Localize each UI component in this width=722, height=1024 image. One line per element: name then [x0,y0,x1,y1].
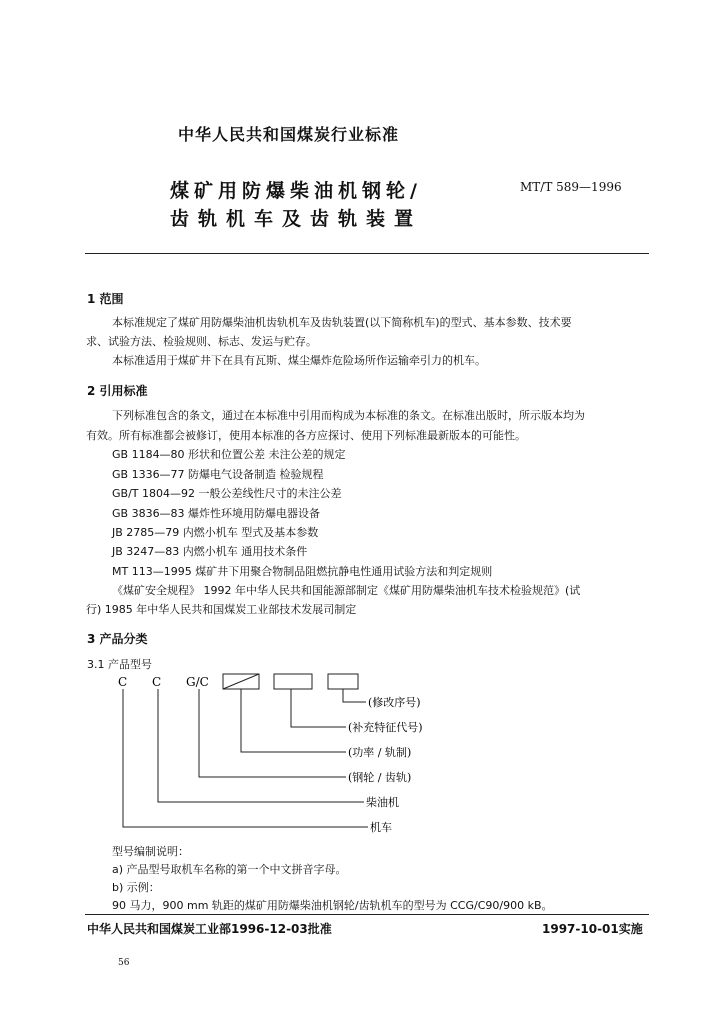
code-box-revision [328,674,358,689]
label-supplement-code: (补充特征代号) [348,721,423,734]
leader-gear [199,689,346,777]
label-power-gauge: (功率 / 轨制) [348,746,412,759]
code-letter-c1: C [118,675,128,689]
document-title-line2: 齿轨机车及齿轨装置 [170,208,423,230]
label-wheel-rack: (钢轮 / 齿轨) [348,771,412,784]
code-box-feature [274,674,312,689]
leader-revision [343,689,366,702]
reference-item: GB 1336—77 防爆电气设备制造 检验规程 [112,468,324,481]
leader-power [241,689,346,752]
model-explanation-a: a) 产品型号取机车名称的第一个中文拼音字母。 [112,863,347,876]
page-number: 56 [118,958,130,968]
reference-item: JB 2785—79 内燃小机车 型式及基本参数 [112,526,319,539]
section-1-para1-line2: 求、试验方法、检验规则、标志、发运与贮存。 [86,335,317,348]
model-explanation-title: 型号编制说明： [112,845,189,858]
leader-diesel [158,689,364,802]
reference-item: 《煤矿安全规程》 1992 年中华人民共和国能源部制定《煤矿用防爆柴油机车技术检验规范》(试 [112,584,581,597]
section-3-1-heading: 3.1 产品型号 [87,658,152,671]
reference-item: GB/T 1804—92 一般公差线性尺寸的未注公差 [112,487,342,500]
label-revision-number: (修改序号) [368,696,421,709]
approval-statement: 中华人民共和国煤炭工业部1996-12-03批准 [87,922,332,936]
code-letter-gc: G/C [186,675,209,689]
reference-item: GB 1184—80 形状和位置公差 未注公差的规定 [112,448,346,461]
code-letter-c2: C [152,675,162,689]
model-example: 90 马力，900 mm 轨距的煤矿用防爆柴油机钢轮/齿轨机车的型号为 CCG/C90/900 kB。 [112,899,553,912]
footer-rule [85,914,649,915]
section-1-para1-line1: 本标准规定了煤矿用防爆柴油机齿轨机车及齿轨装置(以下简称机车)的型式、基本参数、技术要 [112,316,572,329]
implementation-date: 1997-10-01实施 [542,922,643,936]
label-diesel-engine: 柴油机 [366,796,399,809]
standard-number: MT/T 589—1996 [520,180,622,194]
section-2-intro-line2: 有效。所有标准都会被修订，使用本标准的各方应探讨、使用下列标准最新版本的可能性。 [86,429,526,442]
section-2-intro-line1: 下列标准包含的条文，通过在本标准中引用而构成为本标准的条文。在标准出版时，所示版本均为 [112,409,585,422]
label-locomotive: 机车 [370,821,392,834]
document-title-line1: 煤矿用防爆柴油机钢轮/ [170,180,422,202]
section-3-heading: 3 产品分类 [87,632,148,646]
reference-item: JB 3247—83 内燃小机车 通用技术条件 [112,545,308,558]
section-1-heading: 1 范围 [87,292,124,306]
issuing-body-title: 中华人民共和国煤炭行业标准 [178,125,400,144]
leader-feature [291,689,346,727]
section-1-para2: 本标准适用于煤矿井下在具有瓦斯、煤尘爆炸危险场所作运输牵引力的机车。 [112,354,486,367]
leader-loco [123,689,368,827]
section-2-heading: 2 引用标准 [87,384,148,398]
reference-item: MT 113—1995 煤矿井下用聚合物制品阻燃抗静电性通用试验方法和判定规则 [112,565,493,578]
reference-item: GB 3836—83 爆炸性环境用防爆电器设备 [112,507,321,520]
reference-item-continuation: 行) 1985 年中华人民共和国煤炭工业部技术发展司制定 [86,603,357,616]
model-explanation-b: b) 示例： [112,881,160,894]
